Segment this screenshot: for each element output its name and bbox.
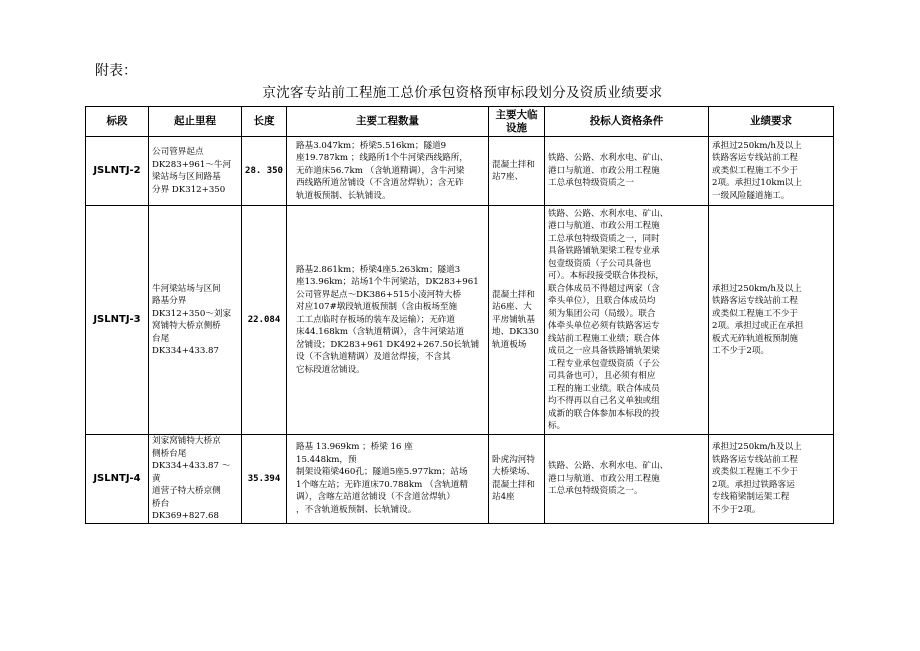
performance-cell: 承担过250km/h及以上 铁路客运专线站前工程 或类似工程施工不少于 2项。承担过或正在承担 板式无砟轨道板预制施 工不少于2项。 — [709, 206, 834, 435]
mileage-cell: 牛河梁站场与区间 路基分界 DK312+350～刘家 窝铺特大桥京侧桥 台尾 DK334+433.87 — [149, 206, 242, 435]
table-header-row — [86, 107, 834, 137]
performance-cell: 承担过250km/h及以上 铁路客运专线站前工程 或类似工程施工不少于 2项。承担过10km以上 一级风险隧道施工。 — [709, 137, 834, 206]
tender-section-table — [85, 106, 834, 524]
section-cell: JSLNTJ-3 — [86, 206, 149, 435]
facilities-cell: 混凝土拌和 站7座、 — [489, 137, 545, 206]
column-header-qualification: 投标人资格条件 — [545, 107, 709, 137]
qualification-cell: 铁路、公路、水利水电、矿山、 港口与航道、市政公用工程施 工总承包特级资质之一。 — [545, 435, 709, 524]
column-header-works: 主要工程数量 — [287, 107, 489, 137]
mileage-cell: 刘家窝铺特大桥京 侧桥台尾 DK334+433.87 ～黄 道营子特大桥京侧 桥台 DK369+827.68 — [149, 435, 242, 524]
qualification-cell: 铁路、公路、水利水电、矿山、 港口与航道、市政公用工程施 工总承包特级资质之一 — [545, 137, 709, 206]
appendix-label: 附表： — [95, 63, 137, 79]
column-header-performance: 业绩要求 — [709, 107, 834, 137]
length-cell: 35.394 — [242, 435, 287, 524]
qualification-cell: 铁路、公路、水利水电、矿山、 港口与航道、市政公用工程施 工总承包特级资质之一，同时 具备铁路铺轨架梁工程专业承 包壹级资质（子公司具备也 可）。本标段接受联合体投标， 联合体成员不得超过两家（含 牵头单位），且联合体成员均 须为集团公司（局级）。联合 体牵头单位必须有铁路客运专 线站前工程施工业绩；联合体 成员之一应具备铁路铺轨架梁 工程专业承包壹级资质（子公 司具备也可），且必须有相应 工程的施工业绩。联合体成员 均不得再以自己名义单独或组 成新的联合体参加本标段的投 标。 — [545, 206, 709, 435]
facilities-cell: 混凝土拌和 站6座、大 平房铺轨基 地、DK330 轨道板场 — [489, 206, 545, 435]
section-cell: JSLNTJ-2 — [86, 137, 149, 206]
column-header-mileage: 起止里程 — [149, 107, 242, 137]
table-row — [86, 206, 834, 435]
column-header-section: 标段 — [86, 107, 149, 137]
table-row — [86, 435, 834, 524]
table-row — [86, 137, 834, 206]
document-title: 京沈客专站前工程施工总价承包资格预审标段划分及资质业绩要求 — [262, 85, 663, 101]
performance-cell: 承担过250km/h及以上 铁路客运专线站前工程 或类似工程施工不少于 2项。承担过铁路客运 专线箱梁制运架工程 不少于2项。 — [709, 435, 834, 524]
works-cell: 路基 13.969km ；桥梁 16 座 15.448km，预 制架设箱梁460孔；隧道5座5.977km；站场 1个喀左站；无砟道床70.788km （含轨道精 调），含喀左站道岔铺设（不含道岔焊轨） ，不含轨道板预制、长轨铺设。 — [287, 435, 489, 524]
works-cell: 路基3.047km；桥梁5.516km；隧道9 座19.787km ；线路所1个牛河梁西线路所， 无砟道床56.7km （含轨道精调），含牛河梁 西线路所道岔铺设（不含道岔焊轨）；含无砟 轨道板预制、长轨铺设。 — [287, 137, 489, 206]
length-cell: 22.084 — [242, 206, 287, 435]
section-cell: JSLNTJ-4 — [86, 435, 149, 524]
works-cell: 路基2.861km；桥梁4座5.263km；隧道3 座13.96km；站场1个牛河梁站，DK283+961 公司管界起点～DK386+515小凌河特大桥 对应107#墩段轨道板预制（含由板场至施 工工点临时存板场的装车及运输）；无砟道 床44.168km（含轨道精调），含牛河梁站道 岔铺设；DK283+961 DK492+267.50长轨铺 设（不含轨道精调）及道岔焊接，不含其 它标段道岔铺设。 — [287, 206, 489, 435]
column-header-length: 长度 — [242, 107, 287, 137]
column-header-facilities: 主要大临 设施 — [489, 107, 545, 137]
length-cell: 28. 350 — [242, 137, 287, 206]
mileage-cell: 公司管界起点 DK283+961～牛河 梁站场与区间路基 分界 DK312+350 — [149, 137, 242, 206]
facilities-cell: 卧虎沟河特 大桥梁场、 混凝土拌和 站4座 — [489, 435, 545, 524]
